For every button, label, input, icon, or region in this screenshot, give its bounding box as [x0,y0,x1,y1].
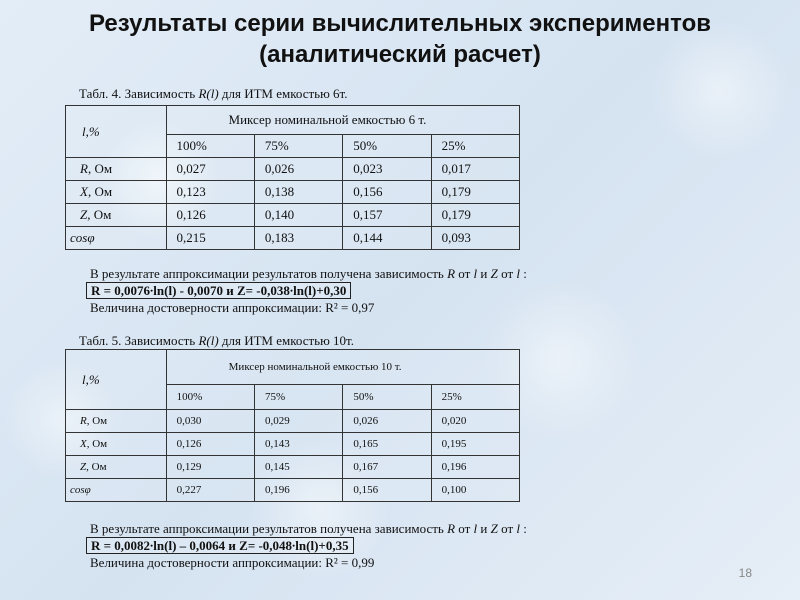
table-cell: 0,196 [254,479,342,502]
row-symbol: R [80,161,88,176]
note-var: Z [490,521,498,536]
row-symbol: R [80,415,87,427]
table-row [66,181,520,204]
note-text: от [455,521,474,536]
row-symbol: cosφ [70,484,91,496]
table-cell: 0,129 [166,456,254,479]
row-unit: , Ом [87,184,113,199]
table-cell: 0,156 [343,479,431,502]
table2-caption-func: R(l) [198,333,219,348]
table-cell: 0,123 [166,181,254,204]
row-unit: , Ом [86,415,108,427]
row-label [66,433,167,456]
row-label [66,479,167,502]
table-cell: 0,227 [166,479,254,502]
table-cell: 0,030 [166,410,254,433]
table1-caption-suffix: для ИТМ емкостью 6т. [218,86,348,101]
row-label [66,181,167,204]
row-unit: , Ом [86,461,107,473]
table-cell: 0,156 [343,181,431,204]
note-text: В результате аппроксимации результатов получена зависимость [90,266,448,281]
approximation-note-2 [90,521,527,537]
row-label [66,158,167,181]
table-cell: 0,167 [343,456,431,479]
table-cell: 0,100 [431,479,519,502]
table-row [66,227,520,250]
row-symbol: cosφ [70,230,95,245]
table-cell: 0,144 [343,227,431,250]
table1-col: 25% [431,135,519,158]
note-text: от [455,266,474,281]
note-var: l [473,266,478,281]
row-label [66,227,167,250]
row-symbol: Z [80,207,88,222]
table-cell: 0,093 [431,227,519,250]
table-cell: 0,027 [166,158,254,181]
slide-title [0,8,800,70]
table-cell: 0,157 [343,204,431,227]
note-var: l [473,521,478,536]
note-text: : [520,266,527,281]
formula-box-2: R = 0,0082∙ln(l) – 0,0064 и Z= -0,048∙ln(l)+0,35 [86,537,354,554]
table1-header-row [66,106,520,135]
table-cell: 0,020 [431,410,519,433]
table1-caption-func: R(l) [198,86,219,101]
table2-group-header: Миксер номинальной емкостью 10 т. [166,350,519,385]
table2-caption-prefix: Табл. 5. Зависимость [79,333,199,348]
table-cell: 0,017 [431,158,519,181]
table2-col: 75% [254,385,342,410]
reliability-1: Величина достоверности аппроксимации: R² = 0,97 [90,300,375,315]
note-var: l [516,521,521,536]
page-number: 18 [738,566,752,580]
formula-box-1: R = 0,0076∙ln(l) - 0,0070 и Z= -0,038∙ln(l)+0,30 [86,282,351,299]
note-var: l [516,266,521,281]
table1 [65,105,520,250]
note-text: от [497,521,517,536]
note-var: R [447,521,456,536]
table-cell: 0,126 [166,433,254,456]
table2-caption-suffix: для ИТМ емкостью 10т. [218,333,354,348]
table-cell: 0,029 [254,410,342,433]
table-row [66,456,520,479]
table-cell: 0,026 [343,410,431,433]
table-cell: 0,026 [254,158,342,181]
table2-caption [79,333,354,349]
note-text: и [477,521,491,536]
slide-title-line2: (аналитический расчет) [259,41,541,68]
table-cell: 0,196 [431,456,519,479]
table-cell: 0,179 [431,181,519,204]
table-row [66,479,520,502]
slide-title-line1: Результаты серии вычислительных экспериментов [89,10,711,37]
table-cell: 0,183 [254,227,342,250]
table-cell: 0,140 [254,204,342,227]
reliability-2: Величина достоверности аппроксимации: R² = 0,99 [90,555,375,570]
table2-col: 100% [166,385,254,410]
table-cell: 0,215 [166,227,254,250]
table1-col: 75% [254,135,342,158]
table2-col: 25% [431,385,519,410]
table-cell: 0,143 [254,433,342,456]
row-unit: , Ом [87,161,113,176]
row-symbol: Z [80,461,87,473]
table-cell: 0,145 [254,456,342,479]
table-cell: 0,023 [343,158,431,181]
table2 [65,349,520,502]
row-symbol: X [80,184,88,199]
row-label [66,456,167,479]
row-unit: , Ом [87,207,112,222]
approximation-note-1 [90,266,527,282]
table1-col: 100% [166,135,254,158]
table-row [66,410,520,433]
table-cell: 0,195 [431,433,519,456]
table1-corner: l,% [66,106,167,158]
table2-corner: l,% [66,350,167,410]
table-cell: 0,179 [431,204,519,227]
table1-caption-prefix: Табл. 4. Зависимость [79,86,199,101]
table1-group-header: Миксер номинальной емкостью 6 т. [166,106,519,135]
table-cell: 0,138 [254,181,342,204]
table1-caption [79,86,348,102]
note-var: Z [490,266,498,281]
note-text: : [520,521,527,536]
row-symbol: X [80,438,87,450]
table2-col: 50% [343,385,431,410]
note-text: от [497,266,517,281]
table-row [66,158,520,181]
table-row [66,433,520,456]
note-var: R [447,266,456,281]
table-row [66,204,520,227]
row-label [66,204,167,227]
table-cell: 0,165 [343,433,431,456]
row-unit: , Ом [86,438,108,450]
row-label [66,410,167,433]
note-text: В результате аппроксимации результатов получена зависимость [90,521,448,536]
table2-header-row [66,350,520,385]
table-cell: 0,126 [166,204,254,227]
table1-col: 50% [343,135,431,158]
note-text: и [477,266,491,281]
